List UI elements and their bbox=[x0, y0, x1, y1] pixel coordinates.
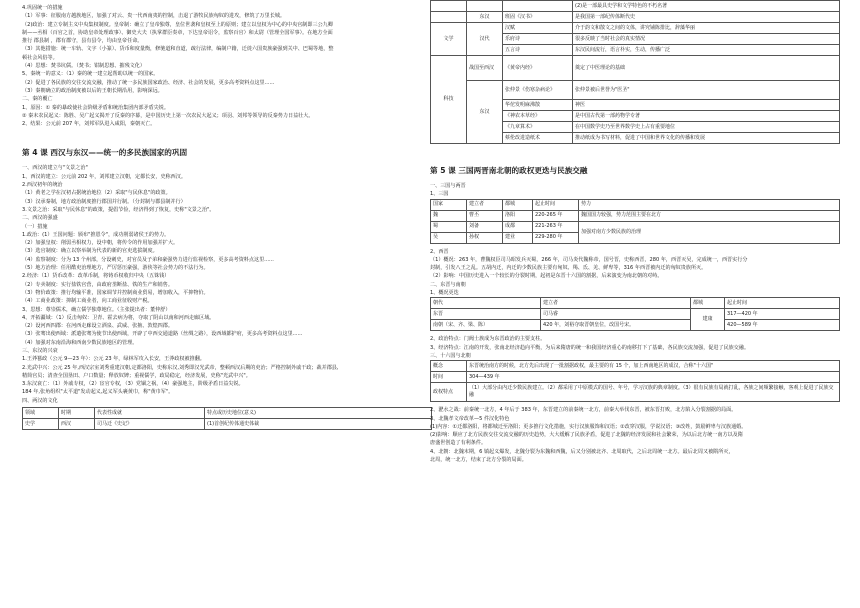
table-cell: 文学 bbox=[431, 23, 467, 56]
table-header-row bbox=[23, 408, 432, 419]
text-line: 5、秦统一的意义：（1）秦的统一建立起帮助以统一的国家。 bbox=[22, 71, 159, 78]
text-line: 制——丞相（百官之首，协助皇帝处理政事）、御史大夫（执掌群臣奏章，下达皇帝诏令，监察百官）和太尉（管理全国军事）。在地方全面 bbox=[22, 29, 333, 36]
text-line: 二、秦的覆亡 bbox=[22, 96, 53, 103]
table-cell: 建立者 bbox=[541, 298, 691, 309]
table-cell: 起止时间 bbox=[725, 298, 840, 309]
table-row bbox=[431, 210, 840, 221]
table-cell: 建康 bbox=[691, 309, 725, 331]
text-line: 4、北朝：北魏末期，6 镇起义爆发，北魏分裂为东魏和西魏，后又分别被北齐、北周取代，之后北周统一北方。最后北周又被隋所灭， bbox=[430, 448, 734, 455]
table-cell: 南朝（宋、齐、梁、陈） bbox=[431, 320, 541, 331]
dongjin-table bbox=[430, 297, 840, 331]
text-line: （3）张骞出使西域：派遣张骞为使节出使西域，开辟了中西交通道路（丝绸之路），设西域都护府，更多高考资料点这里...... bbox=[22, 331, 303, 338]
table-cell: 420—589 年 bbox=[725, 320, 840, 331]
text-line: （4）思想：焚书坑儒。（焚书；钳制思想、摧残文化） bbox=[22, 63, 145, 70]
text-line: 3.东汉衰亡：（1）外戚专权，（2）宦官专权，（3）党锢之祸，（4）豪强地主，阶级矛盾日益尖锐。 bbox=[22, 381, 244, 388]
table-cell: 吴 bbox=[431, 232, 467, 243]
table-cell: 东汉 bbox=[467, 12, 503, 23]
table-cell: 时期 bbox=[59, 408, 95, 419]
table-cell: 229-280 年 bbox=[533, 232, 579, 243]
table-cell: 五言诗 bbox=[503, 45, 573, 56]
table-cell bbox=[467, 1, 503, 12]
text-line: 2.光武中兴：公元 25 年,西汉宗室刘秀重建汉朝,定都洛阳，史称东汉,刘秀即汉光武帝，整顿西汉后期的吏治；严格控制外戚干政；裁并郡县, bbox=[22, 364, 339, 371]
text-line: 2、政治特点：门阀士族成为东晋政治的主要支柱。 bbox=[430, 336, 546, 343]
table-cell: 《神农本草经》 bbox=[503, 111, 573, 122]
table-cell: 推动纸成为书写材料，促进了中国和世界文化的传播和发展 bbox=[573, 133, 840, 144]
text-line: （2）专卖制度：实行盐铁官营，由政府垄断盐、铁的生产和销售。 bbox=[22, 281, 173, 288]
table-cell: 魏 bbox=[431, 210, 467, 221]
left-column bbox=[22, 0, 432, 608]
table-cell: 华佗发明麻沸散 bbox=[503, 100, 573, 111]
table-row bbox=[431, 56, 840, 81]
table-cell: 朝代 bbox=[431, 298, 541, 309]
table-cell: 张仲景《伤寒杂病论》 bbox=[503, 81, 573, 100]
table-cell: 势力 bbox=[579, 199, 840, 210]
text-line: 3、经济特点：江南的开发，张南北经济趋向平衡，为后来隋唐的统一和我国经济重心的南移打下了基础，各民族交流加强，促进了民族交融。 bbox=[430, 344, 750, 351]
text-line: （2)政治：建立专制主义中央集权制度。皇帝制：确立了皇帝独尊，皇位世袭和皇权至上的原则；建立以皇权为中心的中央官制即三公九卿 bbox=[22, 21, 333, 28]
text-line: （3）物价政策：推行均输平准，国家调节并控制商业贸易，增加收入，平抑物价。 bbox=[22, 289, 209, 296]
table-cell: 东晋 bbox=[431, 309, 541, 320]
text-line: 北周，统一北方，结束了北方分裂的局面。 bbox=[430, 457, 527, 464]
table-cell: 蜀 bbox=[431, 221, 467, 232]
table-cell: 曹丕 bbox=[467, 210, 503, 221]
text-line: （2）影响：中国历史进入一个较长的分裂时期，起初是东晋十六国的割据，后来演变为南北朝的对峙。 bbox=[430, 273, 663, 280]
table-cell: 都城 bbox=[503, 199, 533, 210]
table-cell: 政权特点 bbox=[431, 383, 467, 402]
table-row bbox=[431, 361, 840, 372]
section-heading: 四、两汉的文化 bbox=[22, 397, 58, 404]
text-line: 1.政治：(1）王国问题：颁布"推恩令"，成功削弱诸侯王的势力。 bbox=[22, 231, 170, 238]
table-cell: （1）大部分由内迁少数民族建立。（2）都采用了中原模式的国号、年号，学习汉族的典章制度。（3）很有民族有局就打乱，各族之间频繁接触，客观上促进了民族交融 bbox=[467, 383, 840, 402]
right-column bbox=[430, 0, 840, 608]
table-row bbox=[431, 320, 840, 331]
table-cell: 304—439 年 bbox=[467, 372, 840, 383]
text-line: （4）工商业政策：抑制工商业者，向工商业征收财产税。 bbox=[22, 298, 153, 305]
table-row bbox=[431, 1, 840, 12]
sanguo-table bbox=[430, 199, 840, 244]
table-cell: 是我国第一部纪传体断代史 bbox=[573, 12, 840, 23]
table-cell: 汉赋 bbox=[503, 23, 573, 34]
table-cell: 建立者 bbox=[467, 199, 503, 210]
table-row bbox=[431, 81, 840, 100]
table-row bbox=[431, 309, 840, 320]
table-row bbox=[431, 12, 840, 23]
table-cell: 史学 bbox=[23, 419, 59, 430]
table-cell: 司马迁《史记》 bbox=[95, 419, 205, 430]
table-cell: 蔡伦改进造纸术 bbox=[503, 133, 573, 144]
text-line: 1、概况更迭 bbox=[430, 290, 459, 297]
table-cell: 建业 bbox=[503, 232, 533, 243]
text-line: 184 年,张角组织"太平道"发动起义,起义军头裹黄巾，称"黄巾军"。 bbox=[22, 389, 174, 396]
text-line: （2）促进了各民族的交往交流交融，推动了统一多民族国家政治、经济、社会的发展，更多高考资料点这里...... bbox=[22, 79, 275, 86]
table-row bbox=[23, 419, 432, 430]
table-cell: 东汉 bbox=[467, 81, 503, 144]
table-cell bbox=[503, 1, 573, 12]
table-cell: 汉代 bbox=[467, 23, 503, 56]
table-cell: 西汉 bbox=[59, 419, 95, 430]
table-header-row bbox=[431, 199, 840, 210]
text-line: （1）黄老之学在汉初占据统治地位（2）采取"与民休息"的政策。 bbox=[22, 190, 171, 197]
text-line: （1）军事：征服南方越族地区，加强了对云、贵一代西南夷的控制，击退了游牧民族匈奴的进攻，修筑了万里长城。 bbox=[22, 13, 286, 20]
table-cell: 东晋统治南方的时候，北方先后出现了一批割据政权，最主要的有 15 个，加上西南地区的成汉，合称"十六国" bbox=[467, 361, 840, 372]
text-line: 1、三国 bbox=[430, 191, 449, 198]
text-line: （3）秦朝确立的政治制度被以后的王朝长期沿用，影响深远。 bbox=[22, 87, 163, 94]
text-line: 顿社会风俗等。 bbox=[22, 54, 58, 61]
table-cell: 很多反映了当时社会的真实情况 bbox=[573, 34, 840, 45]
culture-table-continued bbox=[430, 0, 840, 144]
table-cell: 国家 bbox=[431, 199, 467, 210]
table-cell: 孙权 bbox=[467, 232, 503, 243]
table-cell: 班固《汉书》 bbox=[503, 12, 573, 23]
table-row bbox=[431, 383, 840, 402]
table-cell: 特点或历史地位(意义) bbox=[205, 408, 432, 419]
text-line: （3）其他措施：统一车轨、文字（小篆）、货币和度量衡，修驰道和直道，疏行法律，编制户籍，迁徙六国贵族豪强到关中、巴蜀等地，整 bbox=[22, 46, 334, 53]
table-cell: 魏国国力较强，势力范围主要在北方 bbox=[579, 210, 840, 221]
text-line: （2）设河西四郡：在河西走廊设立酒泉、武威、张掖、敦煌四郡。 bbox=[22, 323, 173, 330]
beichao-table bbox=[430, 360, 840, 402]
section-heading: 二、东晋与南朝 bbox=[430, 281, 466, 288]
table-row bbox=[431, 221, 840, 232]
table-cell: 《黄帝内经》 bbox=[503, 56, 573, 81]
table-cell: (1)首创纪传体通史体裁 bbox=[205, 419, 432, 430]
chapter-title: 第 5 课 三国两晋南北朝的政权更迭与民族交融 bbox=[430, 166, 588, 175]
text-line: 3、思想：尊崇儒术，确立儒学独尊地位。（主张提出者：董仲舒） bbox=[22, 306, 171, 313]
table-cell: 是中国古代第一部药物学专著 bbox=[573, 111, 840, 122]
text-line: 2、结果：公元前 207 年，刘邦军队进入咸阳，秦朝灭亡。 bbox=[22, 121, 156, 128]
table-cell: 神医 bbox=[573, 100, 840, 111]
text-line: 2、淝水之战：前秦统一北方，4 年后于 383 年，东晋建立的前秦统一北方，前秦大举伐东晋，被东晋打败，北方陷入分裂割据的局面。 bbox=[430, 407, 737, 414]
table-cell: 时间 bbox=[431, 372, 467, 383]
text-line: （3）选官制度：确立以察举制为代表的新的官吏选拔制度。 bbox=[22, 248, 158, 255]
culture-table bbox=[22, 407, 432, 430]
text-line: 封制，引发八王之乱。五胡内迁，内迁的少数民族主要有匈奴、羯、氐、羌、鲜卑等，316 年西晋被内迁的匈奴贵族所灭。 bbox=[430, 265, 707, 272]
table-cell: 220-265 年 bbox=[533, 210, 579, 221]
table-cell: 《九章算术》 bbox=[503, 122, 573, 133]
text-line: （4）加强对东南沿海和西南少数民族地区的管理。 bbox=[22, 339, 138, 346]
text-line: ② 秦末农民起义：陈胜、吴广起义揭开了反秦的序幕，是中国历史上第一次农民大起义；项羽、刘邦等领导的反秦势力日益壮大。 bbox=[22, 112, 314, 119]
text-line: (2)影响：顺应了北方民族交往交流交融的历史趋势，大大缓解了民族矛盾，促进了北魏的经济发展和社会繁荣，为以后北方统一南方以及隋 bbox=[430, 432, 743, 439]
table-cell: 317—420 年 bbox=[725, 309, 840, 320]
text-line: 推行 郡县制 ，郡有郡守，县有县令，均由皇帝任命。 bbox=[22, 38, 143, 45]
table-cell: 成都 bbox=[503, 221, 533, 232]
table-cell: 司马睿 bbox=[541, 309, 691, 320]
table-cell: 张仲景被后世誉为"医圣" bbox=[573, 81, 840, 100]
text-line: 3.文景之治：采取"与民休息"的政策，提倡节俭，经济得到了恢复，史称"文景之治"。 bbox=[22, 206, 215, 213]
table-cell: 乐府诗 bbox=[503, 34, 573, 45]
table-cell: 科技 bbox=[431, 56, 467, 144]
chapter-title: 第 4 课 西汉与东汉——统一的多民族国家的巩固 bbox=[22, 148, 188, 158]
section-heading: 三、十六国与北朝 bbox=[430, 352, 471, 359]
text-line: （1）概况：263 年，曹魏权臣司马昭发兵灭蜀，266 年，司马炎代魏称帝，国号晋，史称西晋，280 年，西晋灭吴，完成统一，西晋实行分 bbox=[430, 256, 748, 263]
text-line: （3）汉承秦制，地方政治制度推行郡国并行制。（分封制与郡县制并行） bbox=[22, 198, 186, 205]
text-line: （5）地方治理：任用酷吏治理地方，严厉惩压豪强，游侠等社会势力的不法行为。 bbox=[22, 265, 209, 272]
table-cell: 起止时间 bbox=[533, 199, 579, 210]
text-line: 2.西汉初年的统治 bbox=[22, 182, 63, 189]
table-cell: 洛阳 bbox=[503, 210, 533, 221]
table-cell: 领域 bbox=[23, 408, 59, 419]
text-line: 1.王莽篡政（公元 9—23 年）：公元 23 年，绿林军攻入长安，王莽政权被推翻。 bbox=[22, 356, 205, 363]
text-line: 3、北魏孝文帝改革—5 件汉化特色 bbox=[430, 415, 510, 422]
table-row bbox=[431, 372, 840, 383]
text-line: 4、开拓疆域：（1）反击匈奴：卫青、霍去病为将，夺取了阴山以南和河西走廊区域。 bbox=[22, 314, 215, 321]
section-heading: 一、西汉的建立与"文景之治" bbox=[22, 165, 88, 172]
text-line: （4）监察制度：分为 13 个州部，分设刺史，对官员及子弟和豪强势力进行监视检察，更多高考资料点这里...... bbox=[22, 256, 274, 263]
text-line: 2.经济:（1）货币改革：改革币制，将铸币权收归中央（五铢钱） bbox=[22, 273, 170, 280]
table-cell: 代表性成就 bbox=[95, 408, 205, 419]
text-line: 1、西汉的建立：公元前 202 年，刘邦建立汉朝，定都长安，史称西汉。 bbox=[22, 173, 186, 180]
table-cell: 奠定了中医理论的基础 bbox=[573, 56, 840, 81]
table-cell: 战国至西汉 bbox=[467, 56, 503, 81]
table-header-row bbox=[431, 298, 840, 309]
table-cell: (2)是一部最具史学和文学特色的不朽名著 bbox=[573, 1, 840, 12]
text-line: 唐盛世创造了有利条件。 bbox=[430, 440, 487, 447]
table-cell: 概念 bbox=[431, 361, 467, 372]
section-heading: 二、西汉的强盛 bbox=[22, 215, 58, 222]
table-cell: 都城 bbox=[691, 298, 725, 309]
section-heading: 一、三国与两晋 bbox=[430, 183, 466, 189]
text-line: （2）加强皇权：削弱丞相权力，设中朝，将传令的作用加强并扩大。 bbox=[22, 240, 179, 247]
text-line: （一）措施 bbox=[22, 223, 48, 230]
table-cell: 刘备 bbox=[467, 221, 503, 232]
table-cell: 420 年，刘裕夺取晋朝皇位，改国号宋。 bbox=[541, 320, 691, 331]
table-row bbox=[431, 23, 840, 34]
text-line: 4.巩固统一的措施 bbox=[22, 5, 63, 11]
table-cell: 221-263 年 bbox=[533, 221, 579, 232]
table-cell: 加强对南方少数民族的治理 bbox=[579, 221, 840, 243]
text-line: (1)内容：①迁都洛阳，将都城迁至洛阳；更多推行文化措施，实行汉族服饰和汉语；②改穿汉服，学说汉语；③改姓，鼓励鲜卑与汉族通婚。 bbox=[430, 423, 747, 430]
table-cell: 在中国数学史乃至世界数学史上占有重要地位 bbox=[573, 122, 840, 133]
section-heading: 三、东汉的兴衰 bbox=[22, 347, 58, 354]
table-cell: 介于韵文和散文之间的文体，讲究铺陈排比，辞藻华丽 bbox=[573, 23, 840, 34]
text-line: 2、西晋 bbox=[430, 248, 449, 255]
table-cell: 东汉民间流行，语言朴实，生动，传播广泛 bbox=[573, 45, 840, 56]
table-cell bbox=[431, 12, 467, 23]
table-cell bbox=[431, 1, 467, 12]
text-line: 1、原因：① 秦的暴政使社会阶级矛盾和统治集团内部矛盾尖锐。 bbox=[22, 104, 169, 111]
text-line: 精简官员；清查全国垦田、户口数量；释放奴婢；重视儒学，政局稳定，经济发展，史称"光武中兴"。 bbox=[22, 372, 251, 379]
